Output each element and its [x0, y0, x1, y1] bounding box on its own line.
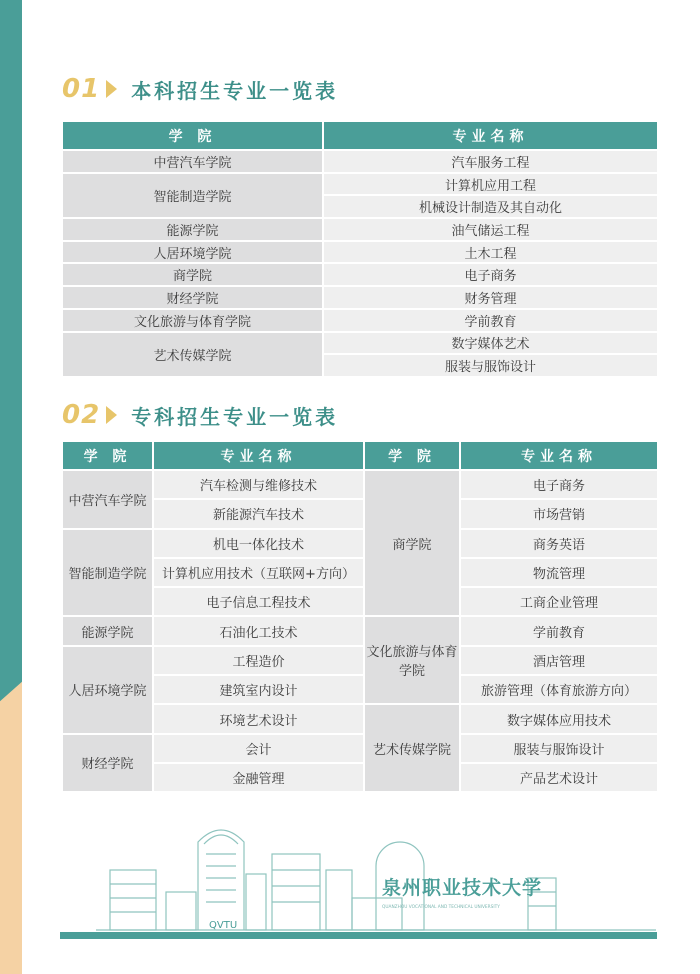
college-header: 学 院 — [364, 441, 460, 470]
section1-heading: 本科招生专业一览表 — [131, 78, 339, 103]
college-cell: 智能制造学院 — [62, 529, 153, 617]
section2-title — [62, 398, 338, 432]
section1-title — [62, 72, 338, 106]
major-cell: 环境艺术设计 — [153, 704, 364, 733]
college-cell: 人居环境学院 — [62, 646, 153, 734]
major-cell: 市场营销 — [460, 499, 658, 528]
major-cell: 财务管理 — [323, 286, 658, 309]
major-cell: 土木工程 — [323, 241, 658, 264]
table-row — [62, 529, 658, 558]
major-cell: 产品艺术设计 — [460, 763, 658, 792]
table-row — [62, 150, 658, 173]
building-sign: QVTU — [209, 920, 238, 931]
major-cell: 工程造价 — [153, 646, 364, 675]
major-cell: 酒店管理 — [460, 646, 658, 675]
major-cell: 服装与服饰设计 — [460, 734, 658, 763]
college-cell: 财经学院 — [62, 286, 323, 309]
major-header: 专业名称 — [460, 441, 658, 470]
major-header: 专业名称 — [323, 121, 658, 150]
major-cell: 机械设计制造及其自动化 — [323, 195, 658, 218]
major-cell: 汽车服务工程 — [323, 150, 658, 173]
section2-number: 02 — [62, 400, 101, 430]
major-header: 专业名称 — [153, 441, 364, 470]
table-row — [62, 263, 658, 286]
major-cell: 金融管理 — [153, 763, 364, 792]
major-cell: 物流管理 — [460, 558, 658, 587]
major-cell: 电子信息工程技术 — [153, 587, 364, 616]
table-row — [62, 734, 658, 763]
table-row — [62, 173, 658, 196]
college-cell: 艺术传媒学院 — [364, 704, 460, 792]
major-cell: 数字媒体应用技术 — [460, 704, 658, 733]
table-row — [62, 286, 658, 309]
major-cell: 计算机应用技术（互联网+方向） — [153, 558, 364, 587]
major-cell: 汽车检测与维修技术 — [153, 470, 364, 499]
major-cell: 商务英语 — [460, 529, 658, 558]
college-header: 学 院 — [62, 441, 153, 470]
university-logo-text: 泉州职业技术大学 — [382, 877, 543, 899]
major-cell: 机电一体化技术 — [153, 529, 364, 558]
major-cell: 电子商务 — [460, 470, 658, 499]
major-cell: 油气储运工程 — [323, 218, 658, 241]
major-cell: 新能源汽车技术 — [153, 499, 364, 528]
college-cell: 能源学院 — [62, 616, 153, 645]
college-cell: 商学院 — [62, 263, 323, 286]
major-cell: 计算机应用工程 — [323, 173, 658, 196]
major-cell: 数字媒体艺术 — [323, 332, 658, 355]
footer-bar — [60, 932, 657, 939]
table-row — [62, 332, 658, 355]
table-row — [62, 241, 658, 264]
major-cell: 学前教育 — [460, 616, 658, 645]
major-cell: 旅游管理（体育旅游方向） — [460, 675, 658, 704]
major-cell: 学前教育 — [323, 309, 658, 332]
table-row — [62, 646, 658, 675]
college-cell: 商学院 — [364, 470, 460, 616]
arrow-icon — [106, 406, 117, 424]
table-row — [62, 470, 658, 499]
arrow-icon — [106, 80, 117, 98]
section2-heading: 专科招生专业一览表 — [131, 404, 339, 429]
college-cell: 中营汽车学院 — [62, 150, 323, 173]
college-cell: 财经学院 — [62, 734, 153, 793]
college-cell: 能源学院 — [62, 218, 323, 241]
section1-number: 01 — [62, 74, 101, 104]
college-cell: 智能制造学院 — [62, 173, 323, 218]
college-header: 学 院 — [62, 121, 323, 150]
university-logo-subtext: QUANZHOU VOCATIONAL AND TECHNICAL UNIVERSITY — [382, 905, 500, 910]
major-cell: 建筑室内设计 — [153, 675, 364, 704]
table-row — [62, 218, 658, 241]
college-cell: 人居环境学院 — [62, 241, 323, 264]
college-cell: 艺术传媒学院 — [62, 332, 323, 377]
major-cell: 电子商务 — [323, 263, 658, 286]
major-cell: 工商企业管理 — [460, 587, 658, 616]
campus-skyline-illustration — [96, 814, 656, 936]
college-cell: 中营汽车学院 — [62, 470, 153, 529]
major-cell: 石油化工技术 — [153, 616, 364, 645]
table-row — [62, 309, 658, 332]
major-cell: 服装与服饰设计 — [323, 354, 658, 377]
undergraduate-majors-table — [61, 120, 659, 378]
major-cell: 会计 — [153, 734, 364, 763]
college-cell: 文化旅游与体育学院 — [62, 309, 323, 332]
associate-majors-table — [61, 440, 659, 793]
college-cell: 文化旅游与体育学院 — [364, 616, 460, 704]
table-row — [62, 616, 658, 645]
